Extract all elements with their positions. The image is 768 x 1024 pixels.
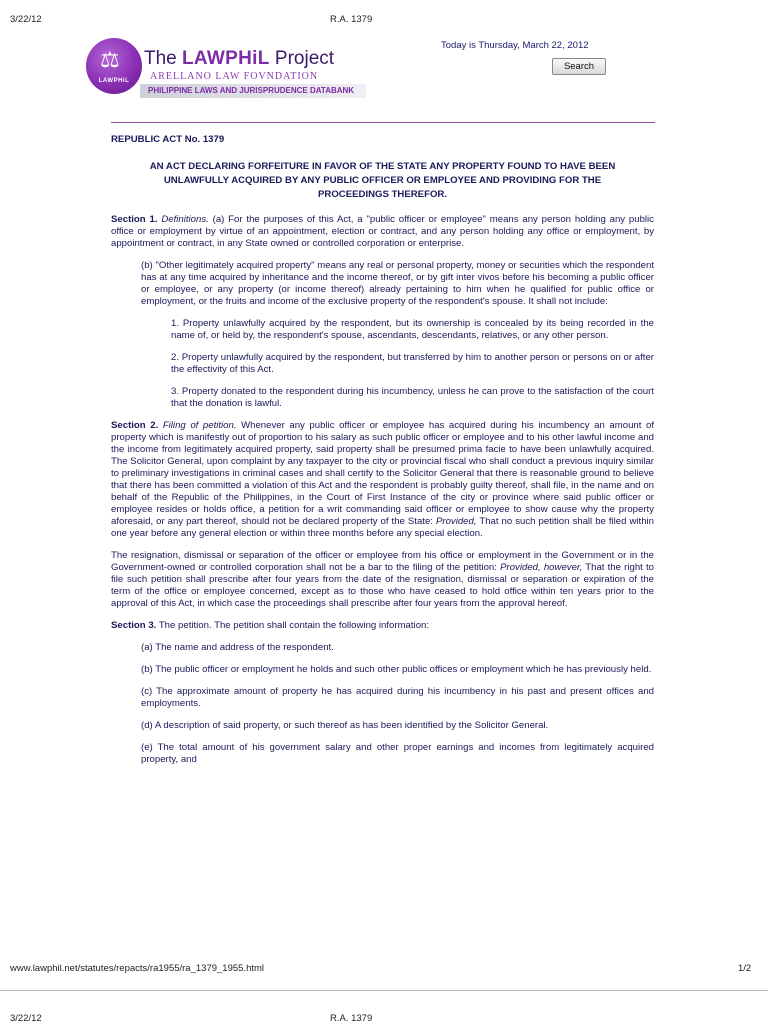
section-1-b-2: 2. Property unlawfully acquired by the respondent, but transferred by him to another person or persons on or after the effectivity of this Act. bbox=[171, 352, 654, 375]
section-3-e: (e) The total amount of his government salary and other proper earnings and incomes from legitimately acquired property, and bbox=[141, 742, 654, 765]
section-1-b-3: 3. Property donated to the respondent during his incumbency, unless he can prove to the satisfaction of the court that the donation is lawful. bbox=[171, 386, 654, 409]
document-body bbox=[111, 134, 654, 776]
section-2-para-2: The resignation, dismissal or separation of the officer or employee from his office or employment in the Government or in the Government-owned or controlled corporation shall not be a bar to the filing of the petition: Provided, however, That the right to file such petition shall prescribe after four years from the date of the resignation, dismissal or separation or expiration of the term of the office or employee concerned, except as to those who have ceased to hold office within ten years prior to the approval of this Act, in which case the proceedings shall prescribe after four years from the approval hereof. bbox=[111, 550, 655, 609]
ra-number: REPUBLIC ACT No. 1379 bbox=[111, 134, 225, 145]
section-2: Section 2. Filing of petition. Whenever any public officer or employee has acquired during his incumbency an amount of property which is manifestly out of proportion to his salary as such public officer or employee and to his other lawful income and the income from legitimately acquired property, said property shall be presumed prima facie to have been unlawfully acquired. The Solicitor General, upon complaint by any taxpayer to the city or provincial fiscal who shall conduct a previous inquiry similar to preliminary investigations in criminal cases and shall certify to the Solicitor General that there is reasonable ground to believe that there has been committed a violation of this Act and the respondent is probably guilty thereof, shall file, in the name and on behalf of the Republic of the Philippines, in the Court of First Instance of the city or province where said public officer or employee resides or holds office, a petition for a writ commanding said officer or employee to show cause why the property aforesaid, or any part thereof, should not be declared property of the State: Provided, That no such petition shall be filed within one year before any general election or within three months before any special election. bbox=[111, 420, 655, 539]
lawphil-logo[interactable] bbox=[80, 34, 370, 98]
logo-tagline-bar bbox=[140, 84, 366, 98]
logo-name: The LAWPHiL Project bbox=[144, 48, 335, 69]
print-date: 3/22/12 bbox=[10, 14, 42, 25]
today-date: Today is Thursday, March 22, 2012 bbox=[441, 40, 589, 51]
search-button[interactable]: Search bbox=[552, 58, 606, 75]
page-url: www.lawphil.net/statutes/repacts/ra1955/ra_1379_1955.html bbox=[10, 963, 265, 974]
section-1-b-1: 1. Property unlawfully acquired by the respondent, but its ownership is concealed by its being recorded in the name of, or held by, the respondent's spouse, ascendants, descendants, relatives, or any other person. bbox=[171, 318, 654, 341]
seal-text: LAWPHiL bbox=[98, 78, 130, 84]
section-3-d: (d) A description of said property, or such thereof as has been identified by the Solicitor General. bbox=[141, 720, 549, 731]
print-title: R.A. 1379 bbox=[330, 14, 373, 25]
act-title: AN ACT DECLARING FORFEITURE IN FAVOR OF THE STATE ANY PROPERTY FOUND TO HAVE BEEN UNLAWFULLY ACQUIRED BY ANY PUBLIC OFFICER OR EMPLOYEE AND PROVIDING FOR THE PROCEEDINGS THEREFOR. bbox=[149, 161, 616, 200]
print-header bbox=[0, 0, 768, 36]
scales-of-justice-icon: ⚖ LAWPHiL bbox=[86, 38, 142, 94]
logo-tagline: PHILIPPINE LAWS AND JURISPRUDENCE DATABANK bbox=[148, 86, 355, 95]
header-divider bbox=[111, 122, 655, 123]
logo-subtitle: ARELLANO LAW FOVNDATION bbox=[150, 71, 319, 82]
section-3-b: (b) The public officer or employment he holds and such other public offices or employment which he has previously held. bbox=[141, 664, 652, 675]
page-break bbox=[0, 990, 768, 991]
section-3-a: (a) The name and address of the respondent. bbox=[141, 642, 334, 653]
print-date-2: 3/22/12 bbox=[10, 1013, 42, 1024]
print-title-2: R.A. 1379 bbox=[330, 1013, 373, 1024]
page-number: 1/2 bbox=[738, 963, 752, 974]
section-1-b: (b) "Other legitimately acquired property" means any real or personal property, money or securities which the respondent has at any time acquired by inheritance and the income thereof, or by gift inter vivos before his becoming a public officer or employee, or any property (or income thereof) already pertaining to him when he qualified for public office or employment, or the fruits and income of the exclusive property of the respondent's spouse. It shall not include: bbox=[141, 260, 654, 307]
section-3-c: (c) The approximate amount of property he has acquired during his incumbency in his past and present offices and employments. bbox=[141, 686, 654, 709]
section-1: Section 1. Definitions. (a) For the purposes of this Act, a "public officer or employee" means any person holding any public office or employment by virtue of an appointment, election or contract, and any person holding any office or employment, by appointment or contract, in any State owned or controlled corporation or enterprise. bbox=[111, 214, 654, 249]
section-3: Section 3. The petition. The petition shall contain the following information: bbox=[111, 620, 430, 631]
